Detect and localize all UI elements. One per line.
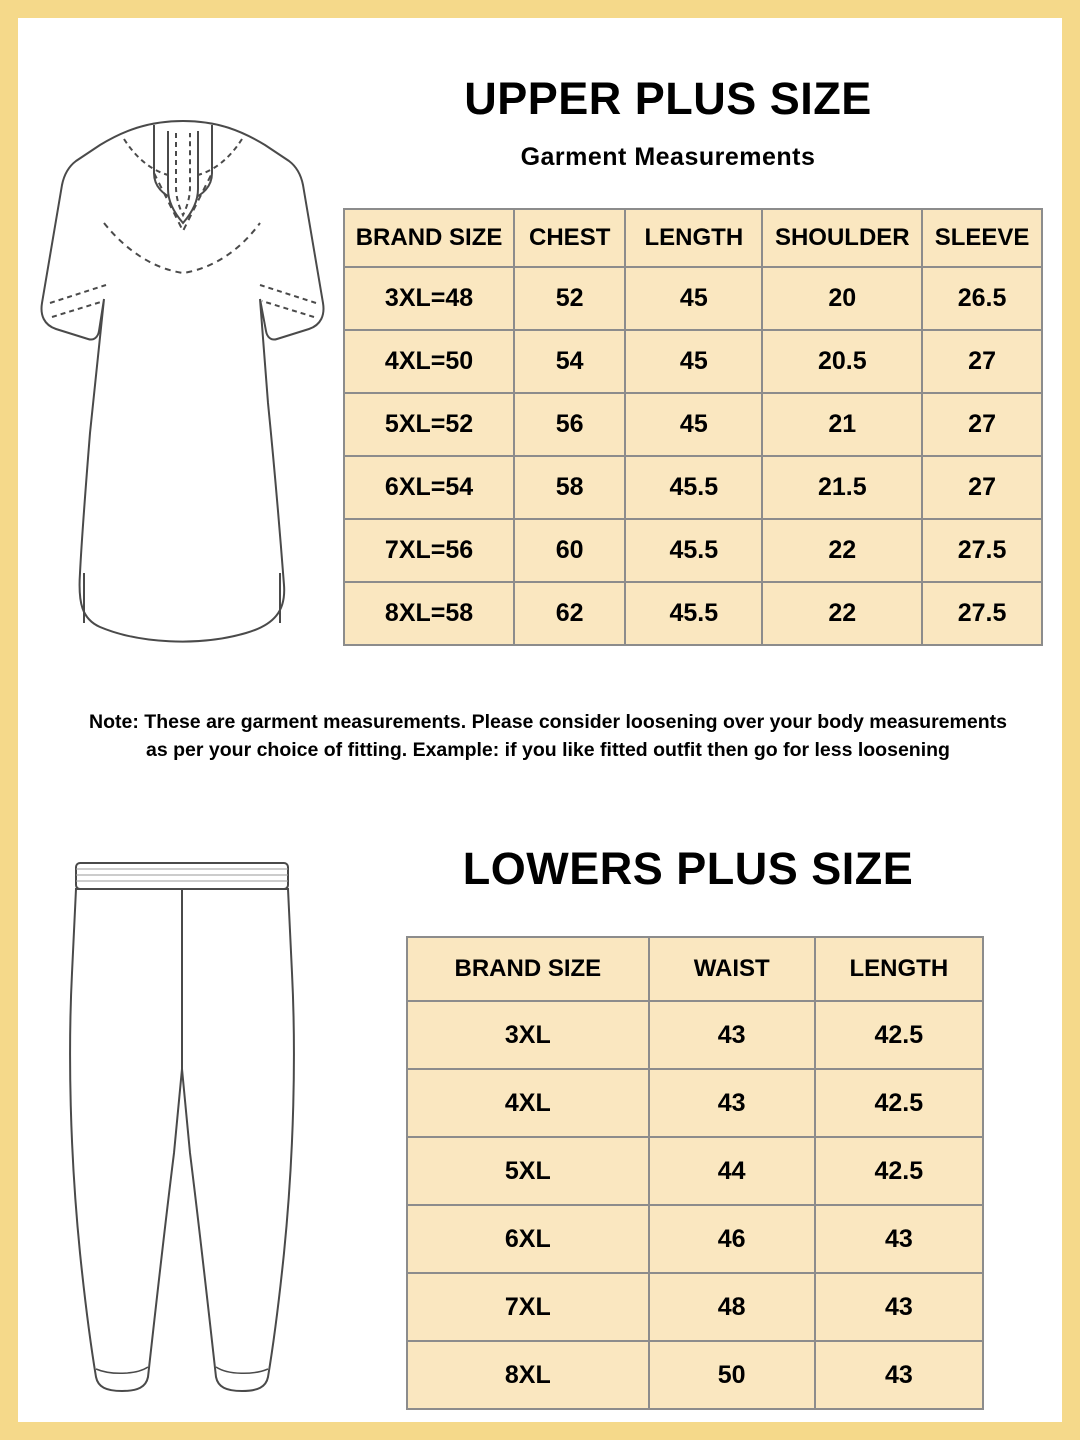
cell-length: 45.5	[625, 519, 762, 582]
cell-brand-size: 5XL=52	[344, 393, 514, 456]
table-row	[407, 1137, 983, 1205]
cell-shoulder: 22	[762, 582, 922, 645]
measurement-note	[78, 708, 1018, 765]
table-row	[407, 1273, 983, 1341]
cell-chest: 56	[514, 393, 625, 456]
cell-length: 45	[625, 267, 762, 330]
table-row	[344, 456, 1042, 519]
cell-brand-size: 7XL=56	[344, 519, 514, 582]
cell-chest: 54	[514, 330, 625, 393]
cell-length: 43	[815, 1205, 983, 1273]
upper-title: UPPER PLUS SIZE	[464, 73, 872, 124]
header-waist: WAIST	[649, 937, 815, 1001]
header-length: LENGTH	[625, 209, 762, 267]
table-row	[344, 519, 1042, 582]
table-row	[344, 582, 1042, 645]
cell-brand-size: 4XL	[407, 1069, 649, 1137]
table-row	[344, 393, 1042, 456]
header-sleeve: SLEEVE	[922, 209, 1042, 267]
pyjama-illustration	[48, 853, 318, 1413]
cell-length: 43	[815, 1273, 983, 1341]
kurta-illustration	[28, 103, 338, 663]
cell-sleeve: 27.5	[922, 582, 1042, 645]
cell-sleeve: 27	[922, 456, 1042, 519]
cell-chest: 58	[514, 456, 625, 519]
cell-brand-size: 8XL	[407, 1341, 649, 1409]
cell-chest: 60	[514, 519, 625, 582]
header-brand-size: BRAND SIZE	[344, 209, 514, 267]
cell-brand-size: 3XL=48	[344, 267, 514, 330]
cell-waist: 44	[649, 1137, 815, 1205]
cell-waist: 46	[649, 1205, 815, 1273]
header-length: LENGTH	[815, 937, 983, 1001]
cell-shoulder: 21.5	[762, 456, 922, 519]
cell-length: 42.5	[815, 1001, 983, 1069]
cell-sleeve: 27	[922, 330, 1042, 393]
table-row	[344, 330, 1042, 393]
header-shoulder: SHOULDER	[762, 209, 922, 267]
note-line-1: Note: These are garment measurements. Please consider loosening over your body measurements	[89, 711, 1007, 733]
cell-brand-size: 6XL=54	[344, 456, 514, 519]
cell-length: 43	[815, 1341, 983, 1409]
cell-chest: 52	[514, 267, 625, 330]
cell-length: 45.5	[625, 456, 762, 519]
table-row	[407, 1205, 983, 1273]
cell-brand-size: 7XL	[407, 1273, 649, 1341]
cell-length: 45	[625, 393, 762, 456]
cell-sleeve: 26.5	[922, 267, 1042, 330]
cell-length: 45	[625, 330, 762, 393]
cell-brand-size: 5XL	[407, 1137, 649, 1205]
cell-brand-size: 3XL	[407, 1001, 649, 1069]
note-line-2: as per your choice of fitting. Example: if you like fitted outfit then go for less loosening	[146, 739, 950, 762]
cell-brand-size: 8XL=58	[344, 582, 514, 645]
cell-sleeve: 27	[922, 393, 1042, 456]
table-header-row	[344, 209, 1042, 267]
lower-size-table	[406, 936, 984, 1410]
cell-waist: 48	[649, 1273, 815, 1341]
header-brand-size: BRAND SIZE	[407, 937, 649, 1001]
cell-chest: 62	[514, 582, 625, 645]
cell-waist: 43	[649, 1069, 815, 1137]
table-row	[407, 1341, 983, 1409]
size-chart-page	[18, 18, 1062, 1422]
cell-sleeve: 27.5	[922, 519, 1042, 582]
table-row	[407, 1069, 983, 1137]
table-row	[407, 1001, 983, 1069]
lower-title: LOWERS PLUS SIZE	[462, 843, 914, 894]
upper-size-section	[18, 18, 1062, 762]
upper-size-table	[343, 208, 1043, 646]
cell-waist: 43	[649, 1001, 815, 1069]
cell-shoulder: 21	[762, 393, 922, 456]
cell-brand-size: 4XL=50	[344, 330, 514, 393]
cell-shoulder: 22	[762, 519, 922, 582]
upper-subtitle: Garment Measurements	[520, 143, 816, 171]
table-row	[344, 267, 1042, 330]
cell-waist: 50	[649, 1341, 815, 1409]
cell-length: 42.5	[815, 1069, 983, 1137]
cell-shoulder: 20.5	[762, 330, 922, 393]
cell-length: 45.5	[625, 582, 762, 645]
cell-length: 42.5	[815, 1137, 983, 1205]
header-chest: CHEST	[514, 209, 625, 267]
cell-brand-size: 6XL	[407, 1205, 649, 1273]
table-header-row	[407, 937, 983, 1001]
cell-shoulder: 20	[762, 267, 922, 330]
